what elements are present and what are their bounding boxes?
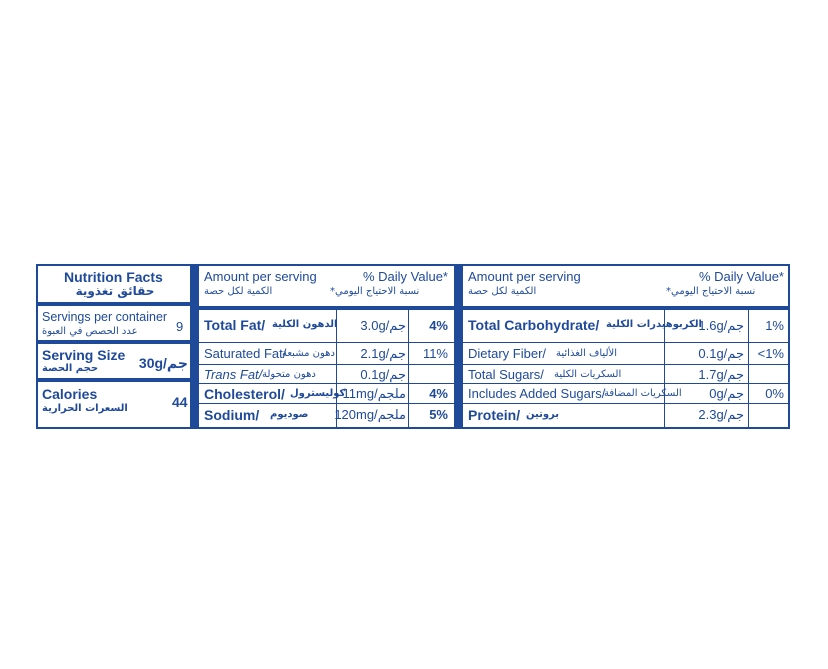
mid-row-1-dv: 11%: [422, 346, 448, 361]
servings-label-en: Servings per container: [42, 310, 168, 324]
mid-row-3-amount: 11mg/ملجم: [342, 386, 406, 401]
right-row-3-ar: السكريات المضافة: [604, 388, 682, 399]
mid-row-2-en: Trans Fat/: [204, 367, 263, 382]
right-row-0-amount: 1.6g/جم: [698, 318, 744, 333]
right-row-0-en: Total Carbohydrate/: [468, 317, 600, 333]
right-row-4-amount: 2.3g/جم: [698, 407, 744, 422]
mid-row-3-dv: 4%: [429, 386, 448, 401]
rule-right-3: [463, 383, 790, 384]
mid-row-0-dv: 4%: [429, 318, 448, 333]
mid-row-0-amount: 3.0g/جم: [360, 318, 406, 333]
serving-size-value: 30g/جم: [138, 355, 188, 371]
mid-row-1-ar: دهون مشبعة: [282, 348, 335, 359]
right-amount-ar: الكمية لكل حصة: [468, 286, 537, 297]
calories-label-ar: السعرات الحرارية: [42, 403, 128, 414]
rule-right-4: [463, 403, 790, 404]
col-sep-right-dv: [748, 310, 749, 429]
mid-amount-en: Amount per serving: [204, 269, 317, 284]
right-row-1-en: Dietary Fiber/: [468, 346, 547, 361]
rule-right-1: [463, 342, 790, 343]
rule-mid-1: [199, 342, 455, 343]
mid-row-4-ar: صوديوم: [270, 409, 309, 420]
right-row-2-ar: السكريات الكلية: [554, 369, 622, 380]
right-dv-ar: نسبة الاحتياج اليومي*: [666, 286, 756, 297]
rule-mid-3: [199, 383, 455, 384]
right-row-4-en: Protein/: [468, 407, 521, 423]
right-row-3-en: Includes Added Sugars/: [468, 386, 606, 401]
title-en: Nutrition Facts: [64, 269, 163, 285]
mid-row-3-en: Cholesterol/: [204, 386, 285, 402]
mid-row-4-amount: 120mg/ملجم: [334, 407, 406, 422]
divider-right-panel: [454, 264, 463, 429]
right-dv-en: % Daily Value*: [698, 269, 784, 284]
right-row-0-ar: الكربوهيدرات الكلية: [606, 319, 702, 330]
right-row-2-amount: 1.7g/جم: [698, 367, 744, 382]
right-row-3-amount: 0g/جم: [709, 386, 744, 401]
col-sep-mid-dv: [408, 310, 409, 429]
rule-right-2: [463, 364, 790, 365]
rule-left-servings: [36, 340, 191, 344]
serving-size-label-ar: حجم الحصة: [42, 363, 99, 374]
right-row-1-amount: 0.1g/جم: [698, 346, 744, 361]
rule-mid-header: [199, 306, 455, 310]
right-row-0-dv: 1%: [765, 318, 784, 333]
divider-left-panel: [190, 264, 199, 429]
mid-row-4-dv: 5%: [429, 407, 448, 422]
title-ar: حقائق تغذوية: [75, 284, 155, 298]
calories-label-en: Calories: [42, 386, 98, 402]
serving-size-label-en: Serving Size: [42, 347, 126, 363]
right-row-1-dv: <1%: [757, 346, 784, 361]
rule-left-size: [36, 378, 191, 382]
rule-left-header: [36, 302, 191, 306]
mid-row-2-ar: دهون متحولة: [262, 369, 316, 380]
right-amount-en: Amount per serving: [468, 269, 581, 284]
mid-row-2-amount: 0.1g/جم: [360, 367, 406, 382]
rule-right-header: [463, 306, 790, 310]
rule-mid-4: [199, 403, 455, 404]
mid-row-1-en: Saturated Fat/: [204, 346, 287, 361]
mid-dv-ar: نسبة الاحتياج اليومي*: [330, 286, 420, 297]
mid-dv-en: % Daily Value*: [362, 269, 448, 284]
right-row-1-ar: الألياف الغذائية: [556, 348, 617, 359]
servings-label-ar: عدد الحصص في العبوة: [42, 326, 138, 337]
mid-row-0-ar: الدهون الكلية: [272, 319, 338, 330]
servings-value: 9: [176, 319, 184, 334]
calories-value: 44: [172, 394, 188, 410]
rule-mid-2: [199, 364, 455, 365]
mid-row-1-amount: 2.1g/جم: [360, 346, 406, 361]
mid-row-4-en: Sodium/: [204, 407, 260, 423]
mid-row-3-ar: كوليسترول: [290, 388, 346, 399]
mid-amount-ar: الكمية لكل حصة: [204, 286, 273, 297]
mid-row-0-en: Total Fat/: [204, 317, 266, 333]
right-row-4-ar: بروتين: [526, 409, 560, 420]
right-row-3-dv: 0%: [765, 386, 784, 401]
right-row-2-en: Total Sugars/: [468, 367, 544, 382]
